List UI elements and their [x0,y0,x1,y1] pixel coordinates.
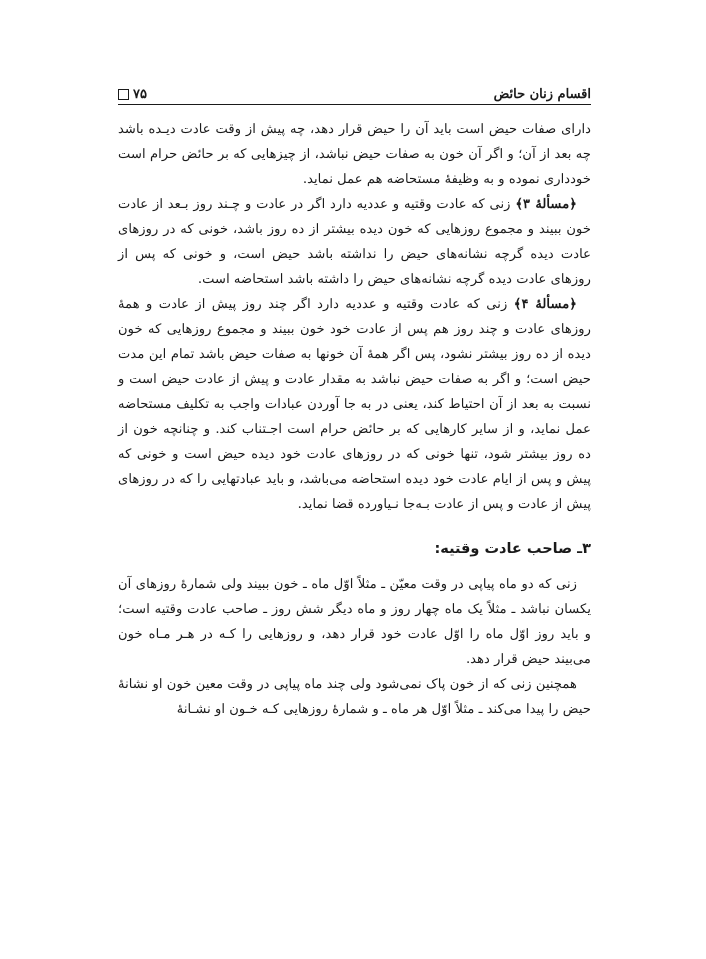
masala-3-title: مسألهٔ ۳ [523,197,570,212]
page-header [118,76,591,102]
paragraph: دارای صفات حیض است باید آن را حیض قرار دهد، چه پیش از وقت عادت دیـده باشد چه بعد از آن؛ و اگر آن خون به صفات حیض نباشد، از چیزهایی که بر حائض حرام است خودداری نموده و به وظیفهٔ مستحاضه هم عمل نماید. [118,122,591,187]
masala-3-text: زنی که عادت وقتیه و عددیه دارد اگر در عادت و چـند روز بـعد از عادت خون ببیند و مجموع روزهایی که خون دیده بیشتر از ده روز باشد، خونی که در روزهای عادت دیده گرچه نشانه‌های حیض را نداشته باشد حیض است، و خونی که پس از روزهای عادت دیده گرچه نشانه‌های حیض را داشته باشد استحاضه است. [118,197,591,287]
masala-3-paragraph [118,192,591,292]
masala-3-label [515,197,577,212]
bracket-close: ﴾ [515,197,524,212]
header-divider [118,104,591,105]
page-number-value: ۷۵ [133,87,147,102]
body-text [118,117,591,722]
masala-4-paragraph [118,292,591,517]
square-ornament-icon [118,89,129,100]
page-number [118,87,147,102]
masala-4-title: مسألهٔ ۴ [521,297,570,312]
masala-4-label [514,297,577,312]
paragraph: همچنین زنی که از خون پاک نمی‌شود ولی چند ماه پیاپی در وقت معین خون او نشانهٔ حیض را پیدا می‌کند ـ مثلاً اوّل هر ماه ـ و شمارهٔ روزهایی کـه خـون او نشـانهٔ [118,677,591,717]
masala-4-text: زنی که عادت وقتیه و عددیه دارد اگر چند روز پیش از عادت و همهٔ روزهای عادت و چند روز هم پس از عادت خود خون ببیند و مجموع روزهایی که خون دیده از ده روز بیشتر نشود، پس اگر همهٔ آن خونها به صفات حیض باشد تمام این مدت حیض است؛ و اگر به صفات حیض نباشد به مقدار عادت و پیش از عادت حیض است و نسبت به بعد از آن احتیاط کند، یعنی در به جا آوردن عبادات واجب به تکلیف مستحاضه عمل نماید، و از سایر کارهایی که بر حائض حرام است اجـتناب کند. و چنانچه خون از ده روز بیشتر شود، تنها خونی که در روزهای عادت خود دیده حیض است و خونی که پیش و پس از ایام عادت خود دیده استحاضه می‌باشد، و باید عبادتهایی را که در روزهای پیش از عادت و پس از عادت بـه‌جا نـیاورده قضا نماید. [118,297,591,512]
bracket-close: ﴾ [513,297,522,312]
bracket-open: ﴿ [569,297,578,312]
paragraph: زنی که دو ماه پیاپی در وقت معیّن ـ مثلاً اوّل ماه ـ خون ببیند ولی شمارهٔ روزهای آن یکسان نباشد ـ مثلاً یک ماه چهار روز و ماه دیگر شش روز ـ صاحب عادت وقتیه است؛ و باید روز اوّل ماه را اوّل عادت خود قرار دهد، و روزهایی را کـه در هـر مـاه خون می‌بیند حیض قرار دهد. [118,577,591,667]
running-title: اقسام زنان حائض [493,87,591,102]
section-heading: ۳ـ صاحب عادت وقتیه: [434,541,591,557]
bracket-open: ﴿ [569,197,577,212]
